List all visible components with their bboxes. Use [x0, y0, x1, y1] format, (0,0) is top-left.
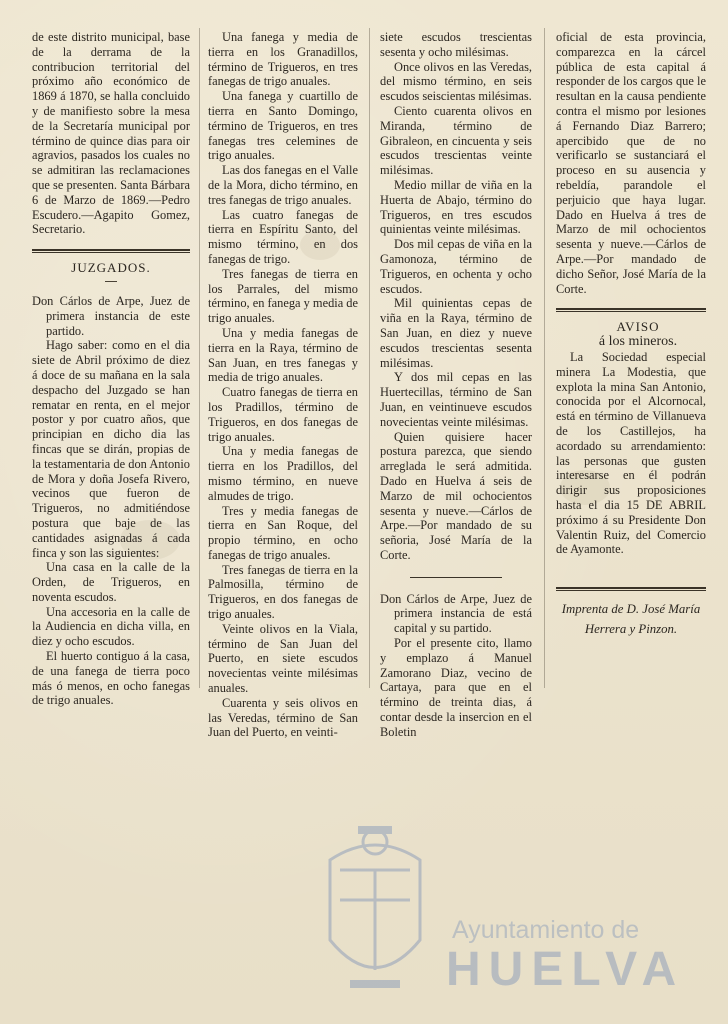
paragraph: Dos mil cepas de viña en la Gamonoza, término de Trigueros, en ochenta y ocho escudos. — [380, 237, 532, 296]
watermark — [310, 820, 710, 1010]
heading-dash — [105, 281, 117, 282]
paragraph: Por el presente cito, llamo y emplazo á Manuel Zamorano Diaz, vecino de Cartaya, para que en el término de treinta dias, á contar desde la insercion en el Boletin — [380, 636, 532, 739]
paragraph: Las cuatro fanegas de tierra en Espíritu Santo, del mismo término, en dos fanegas de trigo. — [208, 207, 358, 266]
paragraph: Una y media fanegas de tierra en la Raya, término de San Juan, en tres fanegas y media de trigo anuales. — [208, 325, 358, 385]
paragraph: Tres fanegas de tierra en los Parrales, del mismo término, en fanega y media de trigo anuales. — [208, 266, 359, 326]
aviso-subheading: á los mineros. — [598, 334, 678, 350]
paragraph: Once olivos en las Veredas, del mismo término, en seis escudos seiscientas milésimas. — [380, 59, 532, 104]
paragraph: Ciento cuarenta olivos en Miranda, término de Gibraleon, en cincuenta y seis escudos trescientas veinte milésimas. — [380, 103, 532, 178]
paragraph: Tres fanegas de tierra en la Palmosilla, término de Trigueros, en dos fanegas de trigo anuales. — [208, 562, 358, 622]
paragraph: Don Cárlos de Arpe, Juez de primera instancia de este partido. — [32, 293, 190, 338]
paragraph: Una y media fanegas de tierra en los Pradillos, del mismo término, en nueve almudes de trigo. — [208, 444, 358, 503]
column-3 — [380, 30, 532, 740]
column-4 — [556, 30, 706, 639]
paragraph: Cuatro fanegas de tierra en los Pradillos, término de Trigueros, en dos fanegas de trigo anuales. — [208, 385, 358, 444]
paragraph: Veinte olivos en la Viala, término de San Juan del Puerto, en siete escudos novecientas veinte milésimas anuales. — [208, 621, 358, 696]
column-2 — [208, 30, 358, 740]
imprint-line: Imprenta de D. José María — [561, 602, 701, 617]
paragraph: Las dos fanegas en el Valle de la Mora, dicho término, en tres fanegas de trigo anuales. — [208, 163, 358, 207]
paragraph: de este distrito municipal, base de la derrama de la contribucion territorial del próximo año económico de 1869 á 1870, se halla concluido y de manifiesto sobre la mesa de la Secretaría municipal por término de quince dias para oir agravios, pasados los cuales no se admitiran las reclamaciones que se presenten. Santa Bárbara 6 de Marzo de 1869.—Pedro Escudero.—Agapito Gomez, Secretario. — [32, 30, 190, 237]
paragraph: Mil quinientas cepas de viña en la Raya, término de San Juan, en diez y nueve escudos trescientas sesenta milésimas. — [380, 296, 532, 370]
column-divider — [544, 28, 545, 688]
paragraph: Tres y media fanegas de tierra en San Roque, del propio término, en ocho fanegas de trigo anuales. — [208, 503, 358, 562]
imprint — [556, 599, 706, 639]
paragraph: Una fanega y cuartillo de tierra en Santo Domingo, término de Trigueros, en tres fanegas tres celemines de trigo anuales. — [208, 89, 358, 163]
paragraph: Cuarenta y seis olivos en las Veredas, término de San Juan del Puerto, en veinti- — [208, 695, 358, 740]
imprint-line: Herrera y Pinzon. — [584, 622, 678, 637]
column-1 — [32, 30, 190, 708]
section-rule — [556, 308, 706, 312]
paragraph: El huerto contiguo á la casa, de una fanega de tierra poco más ó menos, en ocho fanegas de trigo anuales. — [32, 649, 190, 708]
paragraph: Una casa en la calle de la Orden, de Trigueros, en noventa escudos. — [32, 560, 190, 604]
coat-of-arms-icon — [310, 820, 440, 1010]
paragraph: Hago saber: como en el dia siete de Abril próximo de diez á doce de su mañana en la sala despacho del Juzgado se han rematar en renta, en el mejor postor y por cuatro años, que principian en dicho dia las fincas que se dirán, propias de la testamentaria de don Antonio de Mora y doña Josefa Rivero, vecinos que fueron de Trigueros, no admitiéndose postura que baje de las cantidades asignadas á cada finca y son las siguientes: — [32, 338, 190, 560]
watermark-text: Ayuntamiento de — [452, 916, 640, 944]
paragraph: oficial de esta provincia, comparezca en la cárcel pública de esta capital á responder de los cargos que le resultan en la causa pendiente contra el mismo por lesiones á Fernando Diaz Barrero; apercibido que de no verificarlo se sustanciará el proceso en su ausencia y rebeldía, parandole el perjuicio que haya lugar. Dado en Huelva á tres de Marzo de mil ochocientos sesenta y nueve.—Cárlos de Arpe.—Por mandado de dicho Señor, José María de la Corte. — [556, 30, 706, 296]
section-rule — [556, 587, 706, 591]
column-divider — [369, 28, 370, 688]
paragraph: Una accesoria en la calle de la Audiencia en dicha villa, en diez y ocho escudos. — [32, 604, 190, 649]
watermark-title: HUELVA — [446, 943, 685, 996]
aviso-heading: AVISO — [616, 319, 660, 335]
paragraph: Y dos mil cepas en las Huertecillas, término de San Juan, en veintinueve escudos novecientas veinte milésimas. — [380, 370, 532, 429]
paragraph: Una fanega y media de tierra en los Granadillos, término de Trigueros, en tres fanegas de trigo anuales. — [208, 30, 358, 89]
paragraph: Quien quisiere hacer postura parezca, que siendo arreglada le será admitida. Dado en Huelva á seis de Marzo de mil ochocientos sesenta y nueve.—Cárlos de Arpe.—Por mandado de su señoria, José María de la Corte. — [380, 429, 532, 562]
section-heading-juzgados: JUZGADOS. — [71, 260, 151, 276]
column-divider — [199, 28, 200, 688]
paragraph: Medio millar de viña en la Huerta de Abajo, término do Trigueros, en tres escudos quinientas veinte milésimas. — [380, 177, 532, 237]
section-rule — [32, 249, 190, 253]
paragraph: La Sociedad especial minera La Modestia, que explota la mina San Antonio, conocida por el Alcornocal, está en término de Villanueva de los Castillejos, ha acordado su arrendamiento: las personas que gusten interesarse en él podrán dirigir sus proposiciones hasta el dia 15 DE ABRIL próximo á su Presidente Don Valentin Ruiz, del Comercio de Ayamonte. — [556, 349, 706, 557]
paragraph: siete escudos trescientas sesenta y ocho milésimas. — [380, 30, 532, 59]
section-rule — [410, 577, 502, 578]
paragraph: Don Cárlos de Arpe, Juez de primera instancia de está capital y su partido. — [380, 591, 532, 636]
